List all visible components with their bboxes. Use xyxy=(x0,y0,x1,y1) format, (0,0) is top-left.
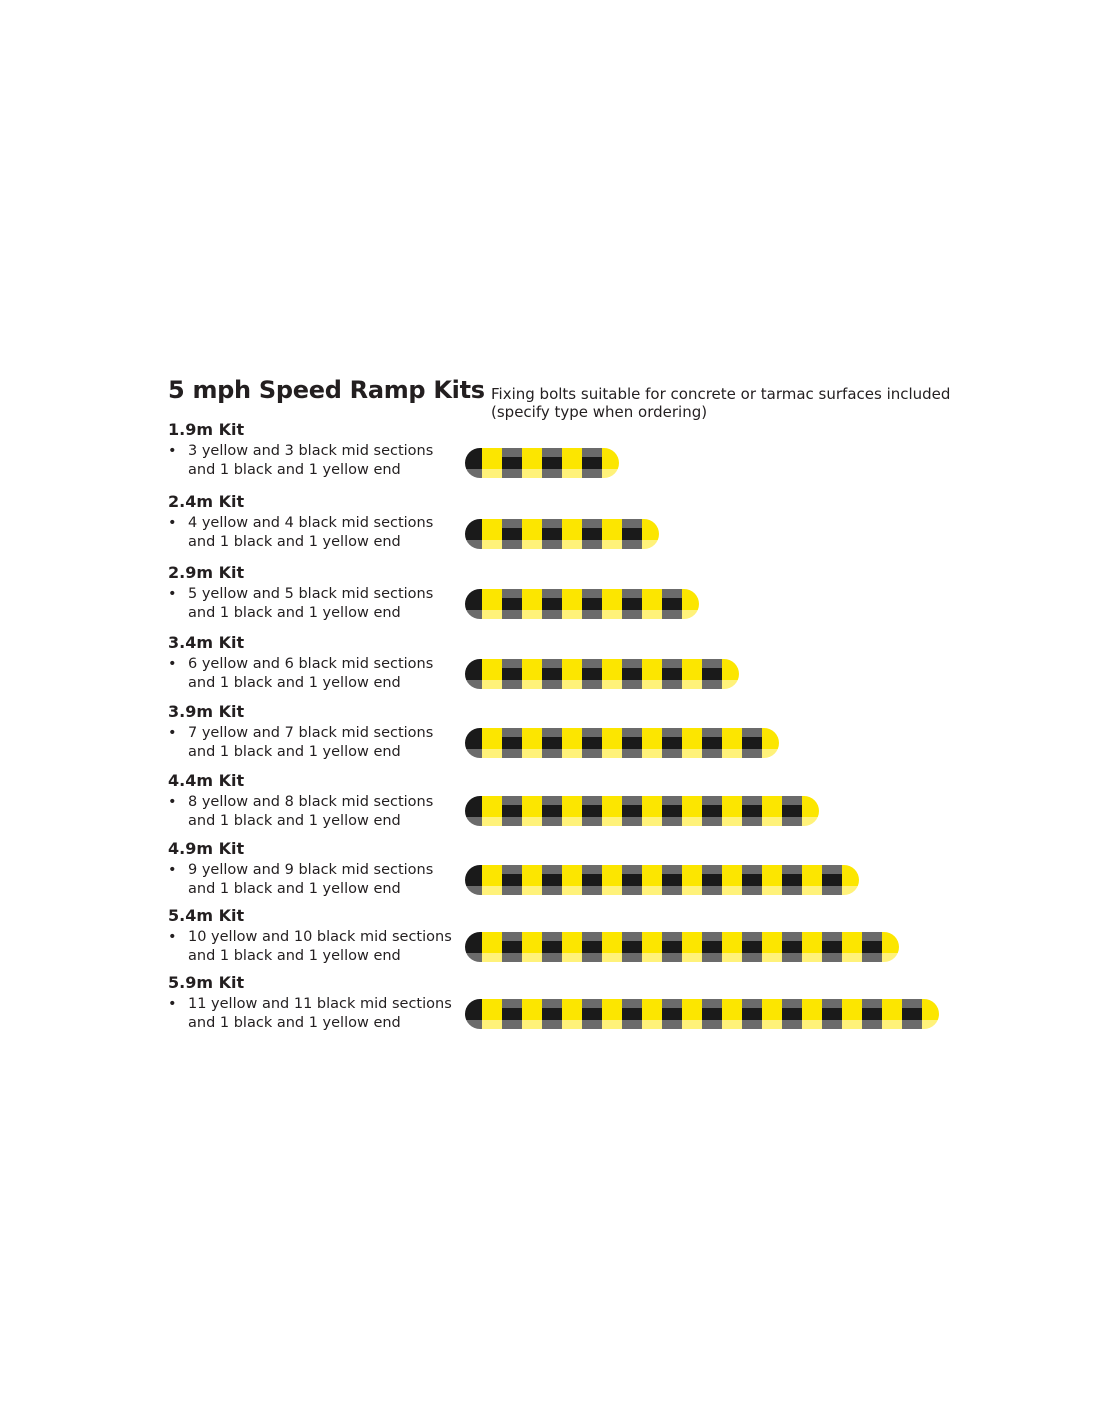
ramp-mid-black xyxy=(622,659,642,689)
kit-desc-line: 3 yellow and 3 black mid sections xyxy=(188,443,434,459)
kit-name: 2.9m Kit xyxy=(168,563,245,582)
ramp-mid-yellow xyxy=(642,865,662,895)
ramp-mid-yellow xyxy=(482,932,502,962)
ramp-mid-yellow xyxy=(522,448,542,478)
ramp-end-yellow xyxy=(602,448,619,478)
ramp-mid-yellow xyxy=(562,519,582,549)
ramp-mid-black xyxy=(702,659,722,689)
ramp-mid-black xyxy=(582,796,602,826)
kit-desc-line: and 1 black and 1 yellow end xyxy=(188,461,401,478)
ramp-mid-yellow xyxy=(642,999,662,1029)
kit-block xyxy=(168,492,468,551)
ramp-mid-black xyxy=(662,796,682,826)
ramp-mid-yellow xyxy=(562,796,582,826)
ramp-end-yellow xyxy=(642,519,659,549)
kit-block xyxy=(168,563,468,622)
bullet-icon: • xyxy=(168,443,177,459)
kit-block xyxy=(168,973,468,1032)
ramp-mid-yellow xyxy=(642,932,662,962)
ramp-mid-black xyxy=(542,796,562,826)
ramp-mid-yellow xyxy=(802,999,822,1029)
kit-description xyxy=(168,514,468,551)
ramp-mid-black xyxy=(782,999,802,1029)
ramp-mid-black xyxy=(622,796,642,826)
ramp-mid-yellow xyxy=(602,999,622,1029)
bullet-icon: • xyxy=(168,586,177,602)
ramp-mid-yellow xyxy=(682,865,702,895)
ramp-mid-black xyxy=(822,865,842,895)
ramp-mid-black xyxy=(502,519,522,549)
kit-description xyxy=(168,724,468,761)
kit-desc-line: and 1 black and 1 yellow end xyxy=(188,947,401,964)
ramp-mid-black xyxy=(622,728,642,758)
ramp-mid-yellow xyxy=(522,796,542,826)
bullet-icon: • xyxy=(168,725,177,741)
ramp-mid-black xyxy=(702,728,722,758)
ramp-mid-black xyxy=(582,659,602,689)
kit-block xyxy=(168,771,468,830)
kit-description xyxy=(168,995,468,1032)
ramp-mid-black xyxy=(582,728,602,758)
ramp-mid-black xyxy=(662,659,682,689)
ramp-mid-yellow xyxy=(482,999,502,1029)
kit-desc-line: 7 yellow and 7 black mid sections xyxy=(188,725,434,741)
ramp-mid-black xyxy=(742,728,762,758)
kit-block xyxy=(168,906,468,965)
speed-ramp-graphic xyxy=(465,796,819,826)
kit-name: 5.9m Kit xyxy=(168,973,245,992)
kit-name: 4.4m Kit xyxy=(168,771,245,790)
speed-ramp-graphic xyxy=(465,519,659,549)
ramp-end-yellow xyxy=(762,728,779,758)
ramp-mid-black xyxy=(502,865,522,895)
ramp-end-yellow xyxy=(802,796,819,826)
kit-desc-line: 6 yellow and 6 black mid sections xyxy=(188,656,434,672)
ramp-mid-yellow xyxy=(522,865,542,895)
ramp-mid-yellow xyxy=(642,659,662,689)
ramp-mid-yellow xyxy=(602,796,622,826)
fixing-note: Fixing bolts suitable for concrete or tarmac surfaces included (specify type when ordering) xyxy=(491,385,951,421)
ramp-mid-yellow xyxy=(682,932,702,962)
kit-description xyxy=(168,585,468,622)
kit-desc-line: 8 yellow and 8 black mid sections xyxy=(188,794,434,810)
ramp-mid-yellow xyxy=(762,865,782,895)
ramp-mid-yellow xyxy=(562,999,582,1029)
ramp-mid-black xyxy=(542,448,562,478)
kit-name: 5.4m Kit xyxy=(168,906,245,925)
kit-description xyxy=(168,442,468,479)
ramp-mid-yellow xyxy=(522,589,542,619)
ramp-end-yellow xyxy=(882,932,899,962)
ramp-mid-yellow xyxy=(722,796,742,826)
ramp-mid-yellow xyxy=(602,865,622,895)
kit-block xyxy=(168,633,468,692)
ramp-mid-black xyxy=(702,932,722,962)
ramp-mid-black xyxy=(542,659,562,689)
ramp-mid-black xyxy=(502,728,522,758)
ramp-mid-yellow xyxy=(522,932,542,962)
ramp-mid-yellow xyxy=(562,659,582,689)
kit-desc-line: and 1 black and 1 yellow end xyxy=(188,674,401,691)
kit-desc-line: 5 yellow and 5 black mid sections xyxy=(188,586,434,602)
ramp-mid-yellow xyxy=(642,728,662,758)
bullet-icon: • xyxy=(168,515,177,531)
ramp-mid-black xyxy=(542,865,562,895)
ramp-mid-black xyxy=(502,589,522,619)
ramp-mid-yellow xyxy=(562,448,582,478)
ramp-end-yellow xyxy=(682,589,699,619)
speed-ramp-graphic xyxy=(465,659,739,689)
ramp-mid-black xyxy=(662,728,682,758)
ramp-mid-yellow xyxy=(602,932,622,962)
bullet-icon: • xyxy=(168,929,177,945)
ramp-mid-yellow xyxy=(722,932,742,962)
kit-description xyxy=(168,793,468,830)
ramp-mid-yellow xyxy=(682,728,702,758)
ramp-mid-yellow xyxy=(642,796,662,826)
ramp-mid-black xyxy=(622,589,642,619)
page-title: 5 mph Speed Ramp Kits xyxy=(168,376,485,404)
kit-desc-line: 11 yellow and 11 black mid sections xyxy=(188,996,452,1012)
ramp-mid-black xyxy=(542,999,562,1029)
ramp-mid-black xyxy=(582,999,602,1029)
ramp-mid-yellow xyxy=(882,999,902,1029)
kit-desc-line: and 1 black and 1 yellow end xyxy=(188,1014,401,1031)
ramp-mid-black xyxy=(502,796,522,826)
kit-description xyxy=(168,861,468,898)
ramp-mid-yellow xyxy=(602,728,622,758)
ramp-mid-yellow xyxy=(562,589,582,619)
speed-ramp-graphic xyxy=(465,932,899,962)
ramp-mid-yellow xyxy=(762,999,782,1029)
kit-desc-line: 4 yellow and 4 black mid sections xyxy=(188,515,434,531)
ramp-mid-yellow xyxy=(602,589,622,619)
ramp-mid-yellow xyxy=(482,589,502,619)
ramp-mid-yellow xyxy=(762,932,782,962)
kit-description xyxy=(168,928,468,965)
ramp-mid-black xyxy=(502,999,522,1029)
ramp-mid-black xyxy=(502,932,522,962)
ramp-mid-black xyxy=(542,728,562,758)
ramp-mid-yellow xyxy=(602,659,622,689)
ramp-mid-yellow xyxy=(642,589,662,619)
ramp-mid-yellow xyxy=(842,932,862,962)
ramp-mid-black xyxy=(742,796,762,826)
speed-ramp-graphic xyxy=(465,448,619,478)
ramp-mid-black xyxy=(582,932,602,962)
bullet-icon: • xyxy=(168,862,177,878)
ramp-mid-black xyxy=(702,796,722,826)
kit-desc-line: and 1 black and 1 yellow end xyxy=(188,743,401,760)
ramp-mid-yellow xyxy=(482,728,502,758)
ramp-mid-black xyxy=(622,932,642,962)
ramp-mid-black xyxy=(662,865,682,895)
ramp-mid-yellow xyxy=(482,865,502,895)
ramp-mid-yellow xyxy=(522,728,542,758)
ramp-mid-black xyxy=(582,865,602,895)
ramp-mid-black xyxy=(782,796,802,826)
ramp-mid-yellow xyxy=(522,999,542,1029)
ramp-mid-black xyxy=(582,589,602,619)
ramp-mid-yellow xyxy=(482,519,502,549)
ramp-mid-black xyxy=(662,932,682,962)
ramp-mid-yellow xyxy=(722,728,742,758)
ramp-mid-yellow xyxy=(562,865,582,895)
ramp-mid-yellow xyxy=(562,932,582,962)
speed-ramp-graphic xyxy=(465,728,779,758)
ramp-mid-black xyxy=(902,999,922,1029)
kit-desc-line: and 1 black and 1 yellow end xyxy=(188,604,401,621)
ramp-mid-yellow xyxy=(722,865,742,895)
ramp-mid-yellow xyxy=(482,448,502,478)
ramp-mid-yellow xyxy=(802,932,822,962)
ramp-mid-yellow xyxy=(682,659,702,689)
kit-block xyxy=(168,839,468,898)
kit-description xyxy=(168,655,468,692)
ramp-mid-yellow xyxy=(602,519,622,549)
ramp-mid-black xyxy=(542,519,562,549)
ramp-mid-black xyxy=(782,932,802,962)
ramp-mid-black xyxy=(622,999,642,1029)
ramp-mid-yellow xyxy=(682,796,702,826)
ramp-mid-black xyxy=(622,519,642,549)
ramp-mid-black xyxy=(542,589,562,619)
kit-desc-line: 9 yellow and 9 black mid sections xyxy=(188,862,434,878)
speed-ramp-graphic xyxy=(465,999,939,1029)
ramp-mid-black xyxy=(702,865,722,895)
ramp-mid-yellow xyxy=(522,659,542,689)
bullet-icon: • xyxy=(168,794,177,810)
ramp-mid-black xyxy=(862,999,882,1029)
ramp-mid-black xyxy=(862,932,882,962)
ramp-mid-black xyxy=(822,999,842,1029)
ramp-end-yellow xyxy=(922,999,939,1029)
ramp-mid-black xyxy=(582,519,602,549)
ramp-mid-black xyxy=(662,999,682,1029)
ramp-mid-black xyxy=(822,932,842,962)
ramp-mid-yellow xyxy=(722,999,742,1029)
kit-name: 4.9m Kit xyxy=(168,839,245,858)
ramp-mid-black xyxy=(662,589,682,619)
ramp-mid-black xyxy=(502,659,522,689)
ramp-end-yellow xyxy=(722,659,739,689)
ramp-mid-yellow xyxy=(682,999,702,1029)
bullet-icon: • xyxy=(168,996,177,1012)
ramp-mid-black xyxy=(542,932,562,962)
ramp-mid-yellow xyxy=(802,865,822,895)
ramp-mid-black xyxy=(702,999,722,1029)
kit-desc-line: and 1 black and 1 yellow end xyxy=(188,812,401,829)
ramp-mid-yellow xyxy=(562,728,582,758)
ramp-mid-black xyxy=(502,448,522,478)
ramp-mid-black xyxy=(622,865,642,895)
ramp-mid-yellow xyxy=(842,999,862,1029)
ramp-mid-black xyxy=(782,865,802,895)
bullet-icon: • xyxy=(168,656,177,672)
kit-desc-line: and 1 black and 1 yellow end xyxy=(188,533,401,550)
kit-name: 3.9m Kit xyxy=(168,702,245,721)
kit-name: 3.4m Kit xyxy=(168,633,245,652)
ramp-end-yellow xyxy=(842,865,859,895)
kit-name: 1.9m Kit xyxy=(168,420,245,439)
ramp-mid-black xyxy=(742,999,762,1029)
ramp-mid-yellow xyxy=(762,796,782,826)
ramp-mid-yellow xyxy=(482,659,502,689)
kit-block xyxy=(168,420,468,479)
ramp-mid-yellow xyxy=(522,519,542,549)
kit-block xyxy=(168,702,468,761)
kit-name: 2.4m Kit xyxy=(168,492,245,511)
ramp-mid-black xyxy=(582,448,602,478)
ramp-mid-yellow xyxy=(482,796,502,826)
speed-ramp-graphic xyxy=(465,865,859,895)
ramp-mid-black xyxy=(742,932,762,962)
kit-desc-line: and 1 black and 1 yellow end xyxy=(188,880,401,897)
kit-desc-line: 10 yellow and 10 black mid sections xyxy=(188,929,452,945)
speed-ramp-graphic xyxy=(465,589,699,619)
ramp-mid-black xyxy=(742,865,762,895)
